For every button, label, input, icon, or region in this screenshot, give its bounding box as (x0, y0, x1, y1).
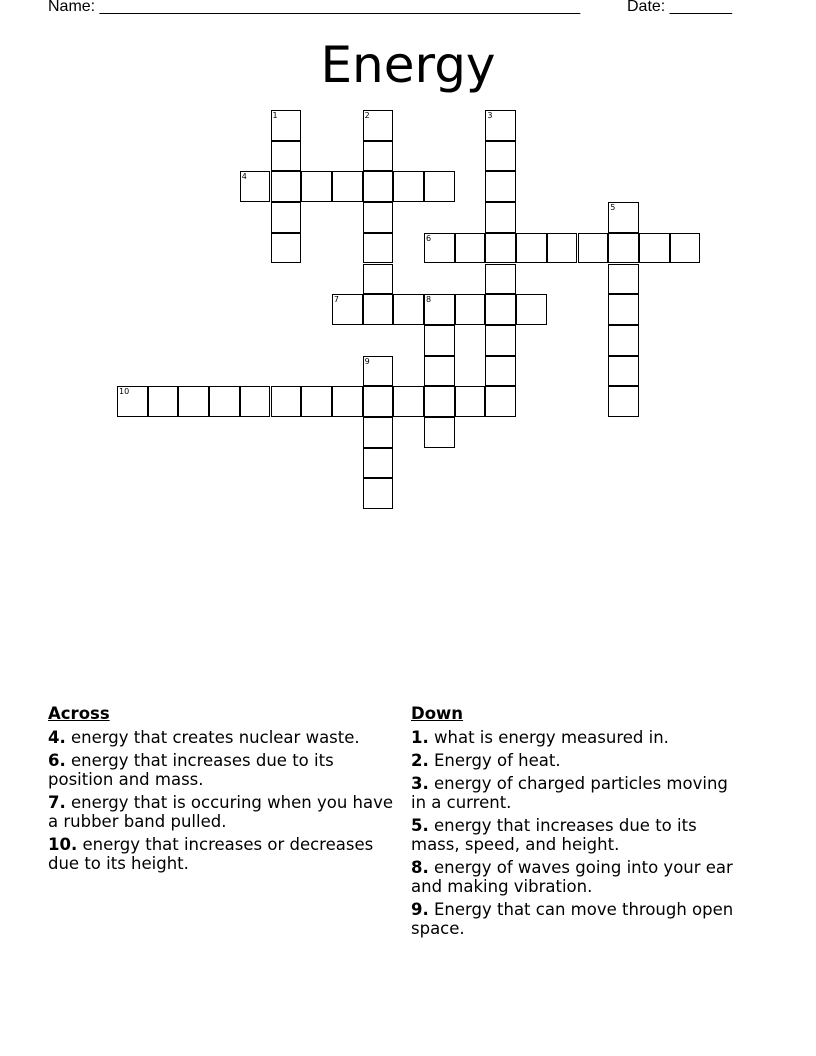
clue-number-label: 2 (364, 111, 370, 120)
across-clues (48, 704, 398, 877)
clue-number-label: 5 (610, 203, 616, 213)
clue-down-3 (411, 774, 741, 812)
grid-cell[interactable] (608, 294, 639, 325)
grid-cell[interactable] (271, 141, 302, 172)
grid-cell[interactable] (363, 386, 394, 417)
clue-number: 4. (48, 728, 66, 747)
grid-cell[interactable] (424, 171, 455, 202)
grid-cell[interactable] (485, 294, 516, 325)
grid-cell[interactable] (393, 386, 424, 417)
clue-number-label: 4 (241, 172, 247, 182)
grid-cell[interactable] (363, 233, 394, 264)
grid-cell[interactable] (485, 386, 516, 417)
grid-cell[interactable] (240, 171, 271, 202)
clue-text: energy that increases due to its mass, speed, and height. (411, 816, 697, 854)
name-field[interactable]: Name: ______________________________________________________ (48, 0, 581, 15)
grid-cell[interactable] (271, 386, 302, 417)
clue-number: 9. (411, 900, 429, 919)
clue-number: 1. (411, 728, 429, 747)
clue-text: Energy of heat. (434, 751, 561, 770)
grid-cell[interactable] (393, 294, 424, 325)
clue-down-8 (411, 858, 741, 896)
grid-cell[interactable] (363, 294, 394, 325)
clue-text: Energy that can move through open space. (411, 900, 734, 938)
grid-cell[interactable] (608, 325, 639, 356)
grid-cell[interactable] (363, 141, 394, 172)
clue-number-label: 10 (119, 387, 130, 397)
grid-cell[interactable] (516, 233, 547, 264)
clue-number: 6. (48, 751, 66, 770)
date-field[interactable]: Date: _______ (627, 0, 732, 15)
grid-cell[interactable] (363, 448, 394, 479)
grid-cell[interactable] (424, 233, 455, 264)
clue-down-5 (411, 816, 741, 854)
grid-cell[interactable] (547, 233, 578, 264)
grid-cell[interactable] (455, 294, 486, 325)
clue-down-9 (411, 900, 741, 938)
clue-across-7 (48, 793, 398, 831)
grid-cell[interactable] (363, 110, 394, 141)
grid-cell[interactable] (639, 233, 670, 264)
grid-cell[interactable] (332, 171, 363, 202)
grid-cell[interactable] (455, 233, 486, 264)
grid-cell[interactable] (670, 233, 701, 264)
grid-cell[interactable] (271, 233, 302, 264)
grid-cell[interactable] (485, 325, 516, 356)
clue-text: energy that is occuring when you have a rubber band pulled. (48, 793, 394, 831)
clue-number-label: 3 (487, 111, 493, 120)
grid-cell[interactable] (424, 417, 455, 448)
grid-cell[interactable] (240, 386, 271, 417)
grid-cell[interactable] (485, 264, 516, 295)
grid-cell[interactable] (455, 386, 486, 417)
grid-cell[interactable] (117, 386, 148, 417)
across-heading: Across (48, 704, 110, 723)
grid-cell[interactable] (363, 478, 394, 509)
grid-cell[interactable] (578, 233, 609, 264)
clue-number-label: 6 (426, 233, 432, 243)
clue-number: 7. (48, 793, 66, 812)
grid-cell[interactable] (485, 233, 516, 264)
clue-across-4 (48, 728, 398, 747)
clue-text: energy of waves going into your ear and making vibration. (411, 858, 733, 896)
clue-text: energy that creates nuclear waste. (71, 728, 360, 747)
grid-cell[interactable] (424, 386, 455, 417)
grid-cell[interactable] (271, 171, 302, 202)
clue-number: 2. (411, 751, 429, 770)
page-title: Energy (320, 36, 496, 94)
grid-cell[interactable] (363, 171, 394, 202)
grid-cell[interactable] (332, 386, 363, 417)
grid-cell[interactable] (516, 294, 547, 325)
grid-cell[interactable] (363, 417, 394, 448)
grid-cell[interactable] (608, 202, 639, 233)
clue-across-6 (48, 751, 398, 789)
grid-cell[interactable] (608, 356, 639, 387)
grid-cell[interactable] (485, 356, 516, 387)
clue-text: energy that increases or decreases due to its height. (48, 835, 374, 873)
grid-cell[interactable] (363, 264, 394, 295)
grid-cell[interactable] (485, 171, 516, 202)
grid-cell[interactable] (271, 110, 302, 141)
clue-number-label: 9 (364, 356, 370, 366)
clue-text: energy that increases due to its position and mass. (48, 751, 334, 789)
grid-cell[interactable] (608, 386, 639, 417)
grid-cell[interactable] (332, 294, 363, 325)
clue-number-label: 7 (333, 295, 339, 305)
grid-cell[interactable] (424, 294, 455, 325)
grid-cell[interactable] (363, 202, 394, 233)
grid-cell[interactable] (148, 386, 179, 417)
grid-cell[interactable] (485, 141, 516, 172)
grid-cell[interactable] (363, 356, 394, 387)
grid-cell[interactable] (393, 171, 424, 202)
grid-cell[interactable] (485, 202, 516, 233)
grid-cell[interactable] (301, 171, 332, 202)
clue-number: 8. (411, 858, 429, 877)
clue-across-10 (48, 835, 398, 873)
grid-cell[interactable] (271, 202, 302, 233)
down-heading: Down (411, 704, 464, 723)
clue-number-label: 1 (272, 111, 278, 120)
grid-cell[interactable] (424, 356, 455, 387)
clue-number: 3. (411, 774, 429, 793)
clue-number: 5. (411, 816, 429, 835)
clue-text: what is energy measured in. (434, 728, 669, 747)
grid-cell[interactable] (301, 386, 332, 417)
clue-down-1 (411, 728, 741, 747)
clue-down-2 (411, 751, 741, 770)
grid-cell[interactable] (209, 386, 240, 417)
clue-number: 10. (48, 835, 78, 854)
grid-cell[interactable] (178, 386, 209, 417)
down-clues (411, 704, 741, 942)
grid-cell[interactable] (608, 233, 639, 264)
clue-text: energy of charged particles moving in a current. (411, 774, 728, 812)
grid-cell[interactable] (424, 325, 455, 356)
clue-number-label: 8 (426, 295, 432, 305)
grid-cell[interactable] (608, 264, 639, 295)
grid-cell[interactable] (485, 110, 516, 141)
